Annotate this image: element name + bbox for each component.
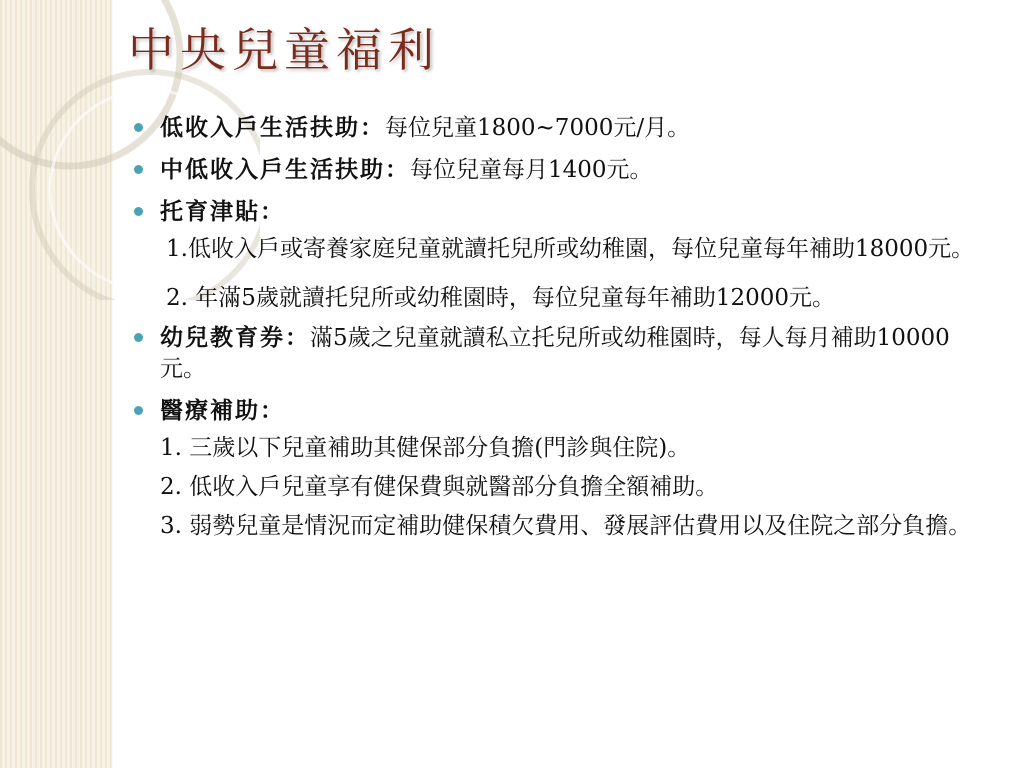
- sub-item: 2. 低收入戶兒童享有健保費與就醫部分負擔全額補助。: [160, 474, 719, 500]
- slide-content: [128, 112, 988, 542]
- bullet-heading: 托育津貼：: [160, 198, 285, 225]
- sub-item: 1.低收入戶或寄養家庭兒童就讀托兒所或幼稚園，每位兒童每年補助18000元。: [166, 236, 975, 262]
- bullet-item: [128, 112, 988, 144]
- bullet-icon: [134, 123, 143, 132]
- bullet-heading: 幼兒教育券：: [160, 324, 310, 351]
- bullet-heading: 低收入戶生活扶助：: [160, 114, 385, 141]
- sub-item: 1. 三歲以下兒童補助其健保部分負擔(門診與住院)。: [160, 435, 691, 461]
- bullet-item: [128, 154, 988, 186]
- bullet-item: [128, 395, 988, 427]
- sub-item: 2. 年滿5歲就讀托兒所或幼稚園時，每位兒童每年補助12000元。: [166, 285, 836, 311]
- sub-item: 3. 弱勢兒童是情況而定補助健保積欠費用、發展評估費用以及住院之部分負擔。: [160, 513, 972, 539]
- bullet-item: [128, 196, 988, 228]
- slide-title: 中央兒童福利: [128, 23, 440, 77]
- bullet-icon: [134, 333, 143, 342]
- bullet-heading: 中低收入戶生活扶助：: [160, 156, 410, 183]
- bullet-text: 每位兒童1800~7000元/月。: [385, 115, 691, 141]
- bullet-text: 滿5歲之兒童就讀私立托兒所或幼稚園時，每人每月補助10000元。: [160, 325, 950, 382]
- bullet-text: 每位兒童每月1400元。: [410, 157, 653, 183]
- bullet-heading: 醫療補助：: [160, 397, 285, 424]
- bullet-item: [128, 322, 988, 385]
- bullet-icon: [134, 207, 143, 216]
- bullet-icon: [134, 165, 143, 174]
- bullet-icon: [134, 406, 143, 415]
